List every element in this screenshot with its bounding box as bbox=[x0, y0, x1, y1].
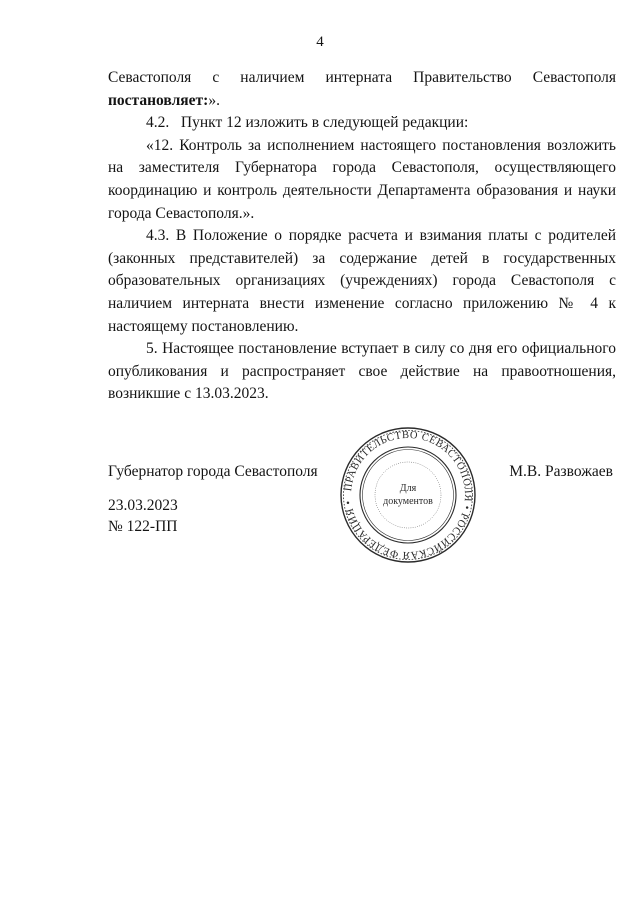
official-seal bbox=[338, 425, 478, 565]
document-body bbox=[108, 67, 616, 406]
paragraph-continuation-tail: ». bbox=[208, 91, 220, 109]
resolution-keyword: постановляет: bbox=[108, 91, 209, 109]
page-number: 4 bbox=[316, 34, 324, 50]
seal-outer-text: ПРАВИТЕЛЬСТВО СЕВАСТОПОЛЯ • РОССИЙСКАЯ ФЕДЕРАЦИЯ • bbox=[343, 429, 474, 561]
document-details bbox=[108, 495, 178, 537]
signatory-title: Губернатор города Севастополя bbox=[108, 463, 318, 480]
seal-graphic bbox=[338, 425, 478, 565]
paragraph-clause-12: «12. Контроль за исполнением настоящего постановления возложить на заместителя Губернатора города Севастополя, осуществляющего координацию и контроль деятельности Департамента образования и науки города Севастополя.». bbox=[108, 136, 616, 222]
signatory-name: М.В. Развожаев bbox=[509, 463, 613, 480]
paragraph-continuation-text: Севастополя с наличием интерната Правительство Севастополя bbox=[108, 69, 616, 86]
seal-inner-line-1: Для bbox=[399, 483, 417, 494]
paragraph-5: 5. Настоящее постановление вступает в силу со дня его официального опубликования и распространяет свое действие на правоотношения, возникшие с 13.03.2023. bbox=[108, 340, 616, 403]
paragraph-continuation bbox=[108, 67, 616, 112]
paragraph-4-2: 4.2. Пункт 12 изложить в следующей редакции: bbox=[146, 114, 469, 132]
document-number: № 122-ПП bbox=[108, 518, 178, 535]
paragraph-4-3: 4.3. В Положение о порядке расчета и взимания платы с родителей (законных представителей) за содержание детей в государственных образовательных организациях (учреждениях) города Севастополя с наличием интерната внести изменение согласно приложению № 4 к настоящему постановлению. bbox=[108, 227, 616, 335]
document-date: 23.03.2023 bbox=[108, 497, 178, 514]
seal-inner-line-2: документов bbox=[383, 496, 433, 507]
